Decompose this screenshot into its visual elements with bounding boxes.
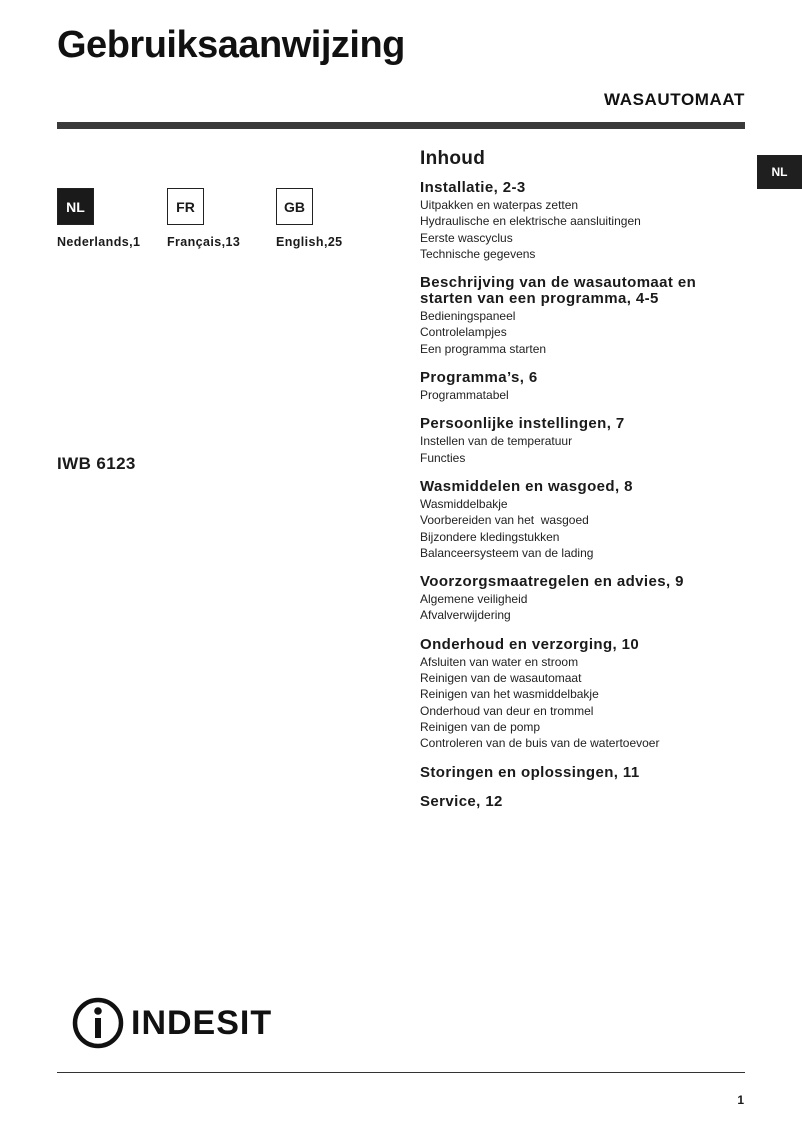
toc-item: Controleren van de buis van de watertoevoer bbox=[420, 736, 660, 751]
language-label-fr: Français,13 bbox=[167, 235, 241, 249]
toc-section-beschrijving bbox=[420, 275, 750, 357]
toc-item: Reinigen van de pomp bbox=[420, 719, 541, 734]
toc-heading[interactable]: Voorzorgsmaatregelen en advies, 9 bbox=[420, 573, 684, 591]
language-code-nl: NL bbox=[57, 188, 94, 225]
toc-section-storingen bbox=[420, 765, 750, 781]
toc-item: Instellen van de temperatuur bbox=[420, 434, 573, 449]
indesit-logo-icon bbox=[71, 996, 125, 1050]
toc-heading[interactable]: Installatie, 2-3 bbox=[420, 179, 526, 196]
toc-section-wasmiddelen bbox=[420, 479, 750, 561]
toc-item: Algemene veiligheid bbox=[420, 592, 528, 607]
toc-section-persoonlijke-instellingen bbox=[420, 416, 750, 466]
toc-item: Een programma starten bbox=[420, 341, 547, 356]
toc-section-onderhoud bbox=[420, 637, 750, 752]
toc-heading[interactable]: Persoonlijke instellingen, 7 bbox=[420, 415, 625, 433]
toc-item: Balanceersysteem van de lading bbox=[420, 545, 594, 560]
page-number: 1 bbox=[737, 1093, 744, 1107]
language-option-fr[interactable] bbox=[167, 188, 240, 249]
table-of-contents bbox=[420, 148, 750, 823]
header-divider bbox=[57, 122, 745, 129]
language-option-nl[interactable] bbox=[57, 188, 140, 249]
toc-item: Voorbereiden van het wasgoed bbox=[420, 513, 589, 528]
toc-item: Reinigen van het wasmiddelbakje bbox=[420, 687, 599, 702]
toc-heading[interactable]: Beschrijving van de wasautomaat en starten van een programma, 4-5 bbox=[420, 274, 697, 308]
toc-item: Bijzondere kledingstukken bbox=[420, 529, 560, 544]
language-label-gb: English,25 bbox=[276, 235, 343, 249]
toc-item: Wasmiddelbakje bbox=[420, 496, 508, 511]
toc-title: Inhoud bbox=[420, 148, 486, 169]
toc-section-programmas bbox=[420, 370, 750, 403]
language-side-tab: NL bbox=[757, 155, 802, 189]
language-option-gb[interactable] bbox=[276, 188, 343, 249]
toc-item: Hydraulische en elektrische aansluitingen bbox=[420, 214, 641, 229]
product-type: WASAUTOMAAT bbox=[603, 90, 745, 109]
toc-section-installatie bbox=[420, 180, 750, 262]
model-number: IWB 6123 bbox=[57, 454, 136, 473]
toc-item: Afsluiten van water en stroom bbox=[420, 654, 579, 669]
toc-item: Onderhoud van deur en trommel bbox=[420, 703, 594, 718]
language-code-gb: GB bbox=[276, 188, 313, 225]
toc-item: Technische gegevens bbox=[420, 246, 536, 261]
toc-item: Controlelampjes bbox=[420, 325, 507, 340]
toc-item: Afvalverwijdering bbox=[420, 608, 511, 623]
language-code-fr: FR bbox=[167, 188, 204, 225]
toc-heading[interactable]: Wasmiddelen en wasgoed, 8 bbox=[420, 477, 633, 495]
language-label-nl: Nederlands,1 bbox=[57, 235, 141, 249]
toc-heading[interactable]: Onderhoud en verzorging, 10 bbox=[420, 635, 640, 653]
toc-section-voorzorgsmaatregelen bbox=[420, 574, 750, 624]
brand-name: INDESIT bbox=[131, 1003, 273, 1042]
toc-item: Functies bbox=[420, 450, 466, 465]
toc-item: Programmatabel bbox=[420, 388, 509, 403]
toc-section-service bbox=[420, 794, 750, 810]
toc-item: Eerste wascyclus bbox=[420, 230, 513, 245]
footer-divider bbox=[57, 1072, 745, 1073]
toc-heading[interactable]: Storingen en oplossingen, 11 bbox=[420, 763, 640, 781]
toc-item: Bedieningspaneel bbox=[420, 309, 516, 324]
toc-item: Uitpakken en waterpas zetten bbox=[420, 198, 579, 212]
brand-logo bbox=[71, 996, 272, 1050]
toc-item: Reinigen van de wasautomaat bbox=[420, 671, 582, 686]
toc-heading[interactable]: Service, 12 bbox=[420, 792, 503, 810]
toc-heading[interactable]: Programma’s, 6 bbox=[420, 369, 538, 387]
document-title: Gebruiksaanwijzing bbox=[57, 24, 405, 66]
